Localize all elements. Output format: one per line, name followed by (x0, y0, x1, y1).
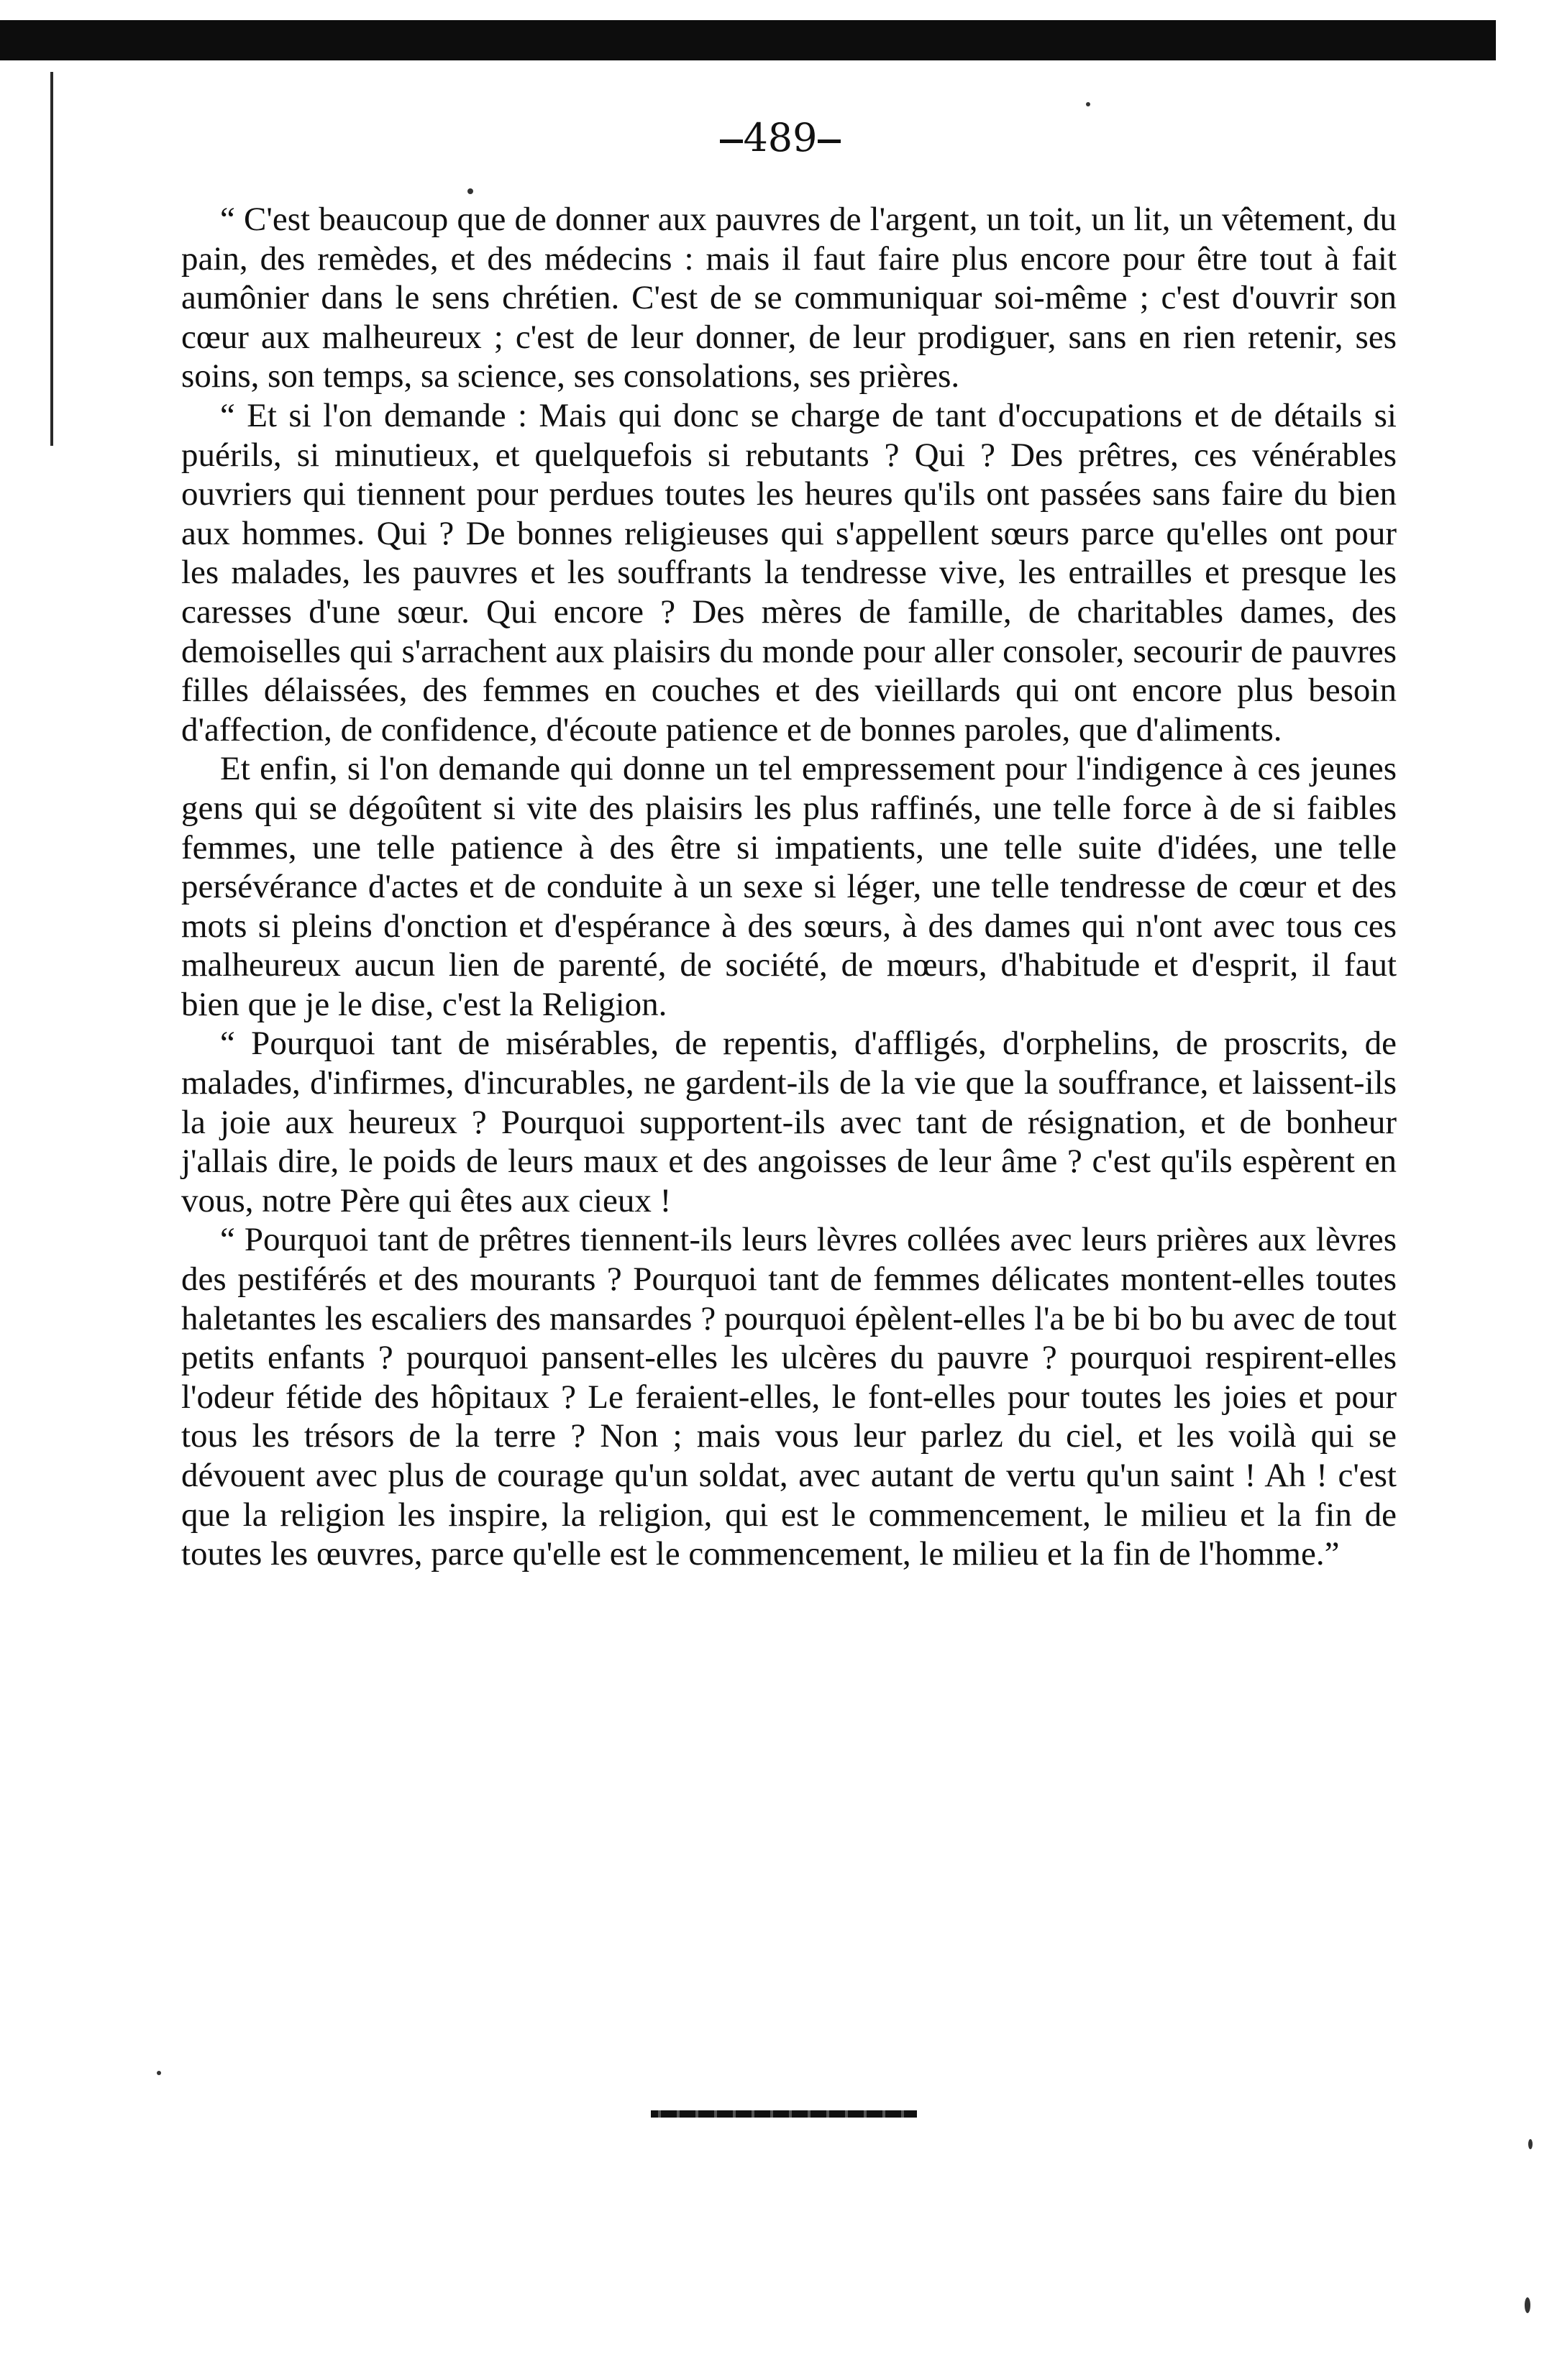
paragraph: “ Pourquoi tant de prêtres tiennent-ils leurs lèvres collées avec leurs prières aux lèvres des pestiférés et des mourants ? Pourquoi tant de femmes délicates montent-elles toutes haletantes les escaliers des mansardes ? pourquoi épèlent-elles l'a be bi bo bu avec de tout petits enfants ? pourquoi pansent-elles les ulcères du pauvre ? pourquoi respirent-elles l'odeur fétide des hôpitaux ? Le feraient-elles, le font-elles pour toutes les joies et pour tous les trésors de la terre ? Non ; mais vous leur parlez du ciel, et les voilà qui se dévouent avec plus de courage qu'un soldat, avec autant de vertu qu'un saint ! Ah ! c'est que la religion les inspire, la religion, qui est le commencement, le milieu et la fin de toutes les œuvres, parce qu'elle est le commencement, le milieu et la fin de l'homme.” (181, 1221, 1397, 1573)
page-number (701, 115, 859, 160)
page-number-text: 489 (743, 115, 818, 160)
scan-speck (1525, 2297, 1530, 2313)
scan-speck (467, 188, 473, 194)
closing-ornament-rule (651, 2110, 917, 2118)
scan-speck (1086, 102, 1090, 106)
paragraph: “ Et si l'on demande : Mais qui donc se charge de tant d'occupations et de détails si puérils, si minutieux, et quelquefois si rebutants ? Qui ? Des prêtres, ces vénérables ouvriers qui tiennent pour perdues toutes les heures qu'ils ont passées sans faire du bien aux hommes. Qui ? De bonnes religieuses qui s'appellent sœurs parce qu'elles ont pour les malades, les pauvres et les souffrants la tendresse vive, les entrailles et presque les caresses d'une sœur. Qui encore ? Des mères de famille, de charitables dames, des demoiselles qui s'arrachent aux plaisirs du monde pour aller consoler, secourir de pauvres filles délaissées, des femmes en couches et des vieillards qui ont encore plus besoin d'affection, de confidence, d'écoute patience et de bonnes paroles, que d'aliments. (181, 396, 1397, 749)
page-body (181, 200, 1397, 1574)
scan-speck (1528, 2139, 1533, 2149)
left-margin-line (50, 72, 53, 446)
paragraph: “ Pourquoi tant de misérables, de repentis, d'affligés, d'orphelins, de proscrits, de malades, d'infirmes, d'incurables, ne gardent-ils de la vie que la souffrance, et laissent-ils la joie aux heureux ? Pourquoi supportent-ils avec tant de résignation, et de bonheur j'allais dire, le poids de leurs maux et des angoisses de leur âme ? c'est qu'ils espèrent en vous, notre Père qui êtes aux cieux ! (181, 1025, 1397, 1219)
scan-speck (157, 2071, 161, 2075)
page-number-dash-right (818, 139, 841, 143)
page-number-dash-left (720, 139, 743, 143)
paragraph: Et enfin, si l'on demande qui donne un tel empressement pour l'indigence à ces jeunes gens qui se dégoûtent si vite des plaisirs les plus raffinés, une telle force à de si faibles femmes, une telle patience à des être si impatients, une telle suite d'idées, une telle persévérance d'actes et de conduite à un sexe si léger, une telle tendresse de cœur et des mots si pleins d'onction et d'espérance à des sœurs, à des dames qui n'ont avec tous ces malheureux aucun lien de parenté, de société, de mœurs, d'habitude et d'esprit, il faut bien que je le dise, c'est la Religion. (181, 750, 1397, 1023)
paragraph: “ C'est beaucoup que de donner aux pauvres de l'argent, un toit, un lit, un vêtement, du pain, des remèdes, et des médecins : mais il faut faire plus encore pour être tout à fait aumônier dans le sens chrétien. C'est de se communiquar soi-même ; c'est d'ouvrir son cœur aux malheureux ; c'est de leur donner, de leur prodiguer, sans en rien retenir, ses soins, son temps, sa science, ses consolations, ses prières. (181, 201, 1397, 395)
top-scan-border (0, 20, 1496, 60)
